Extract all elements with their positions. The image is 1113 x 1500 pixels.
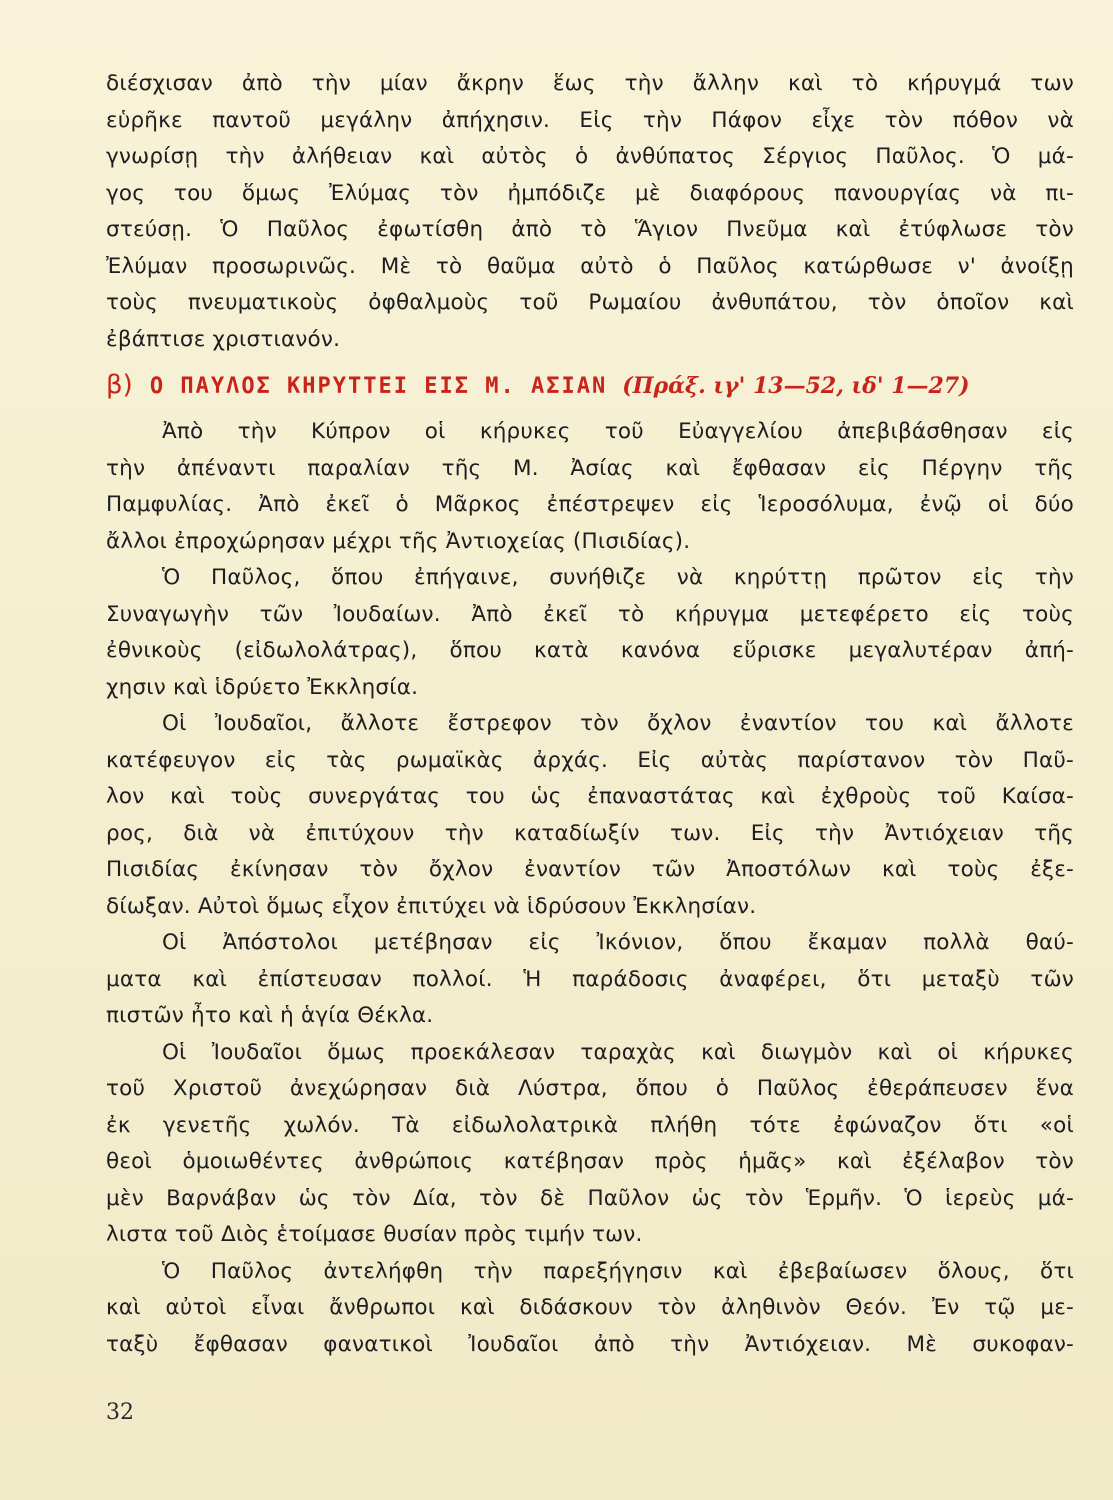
paragraph	[106, 560, 1074, 706]
text-line: ταξὺ ἔφθασαν φανατικοὶ Ἰουδαῖοι ἀπὸ τὴν Ἀντιόχειαν. Μὲ συκοφαν-	[106, 1331, 1074, 1357]
section-title	[106, 362, 1074, 408]
text-line: εὑρῆκε παντοῦ μεγάλην ἀπήχησιν. Εἰς τὴν Πάφον εἶχε τὸν πόθον νὰ	[106, 107, 1074, 133]
text-line: ἐθνικοὺς (εἰδωλολάτρας), ὅπου κατὰ κανόνα εὕρισκε μεγαλυτέραν ἀπή-	[106, 638, 1074, 663]
text-line: πιστῶν ἦτο καὶ ἡ ἁγία Θέκλα.	[106, 1003, 434, 1028]
text-line: θεοὶ ὁμοιωθέντες ἀνθρώποις κατέβησαν πρὸς ἡμᾶς» καὶ ἐξέλαβον τὸν	[106, 1149, 1074, 1174]
text-line: Οἱ Ἰουδαῖοι ὅμως προεκάλεσαν ταραχὰς καὶ διωγμὸν καὶ οἱ κήρυκες	[162, 1039, 1074, 1065]
text-line: Οἱ Ἰουδαῖοι, ἄλλοτε ἔστρεφον τὸν ὄχλον ἐναντίον του καὶ ἄλλοτε	[162, 711, 1074, 736]
text-line: κατέφευγον εἰς τὰς ρωμαϊκὰς ἀρχάς. Εἰς αὐτὰς παρίστανον τὸν Παῦ-	[106, 747, 1074, 773]
text-line: μὲν Βαρνάβαν ὡς τὸν Δία, τὸν δὲ Παῦλον ὡς τὸν Ἑρμῆν. Ὁ ἱερεὺς μά-	[106, 1185, 1074, 1211]
paragraph	[106, 1254, 1074, 1364]
text-line: τοῦ Χριστοῦ ἀνεχώρησαν διὰ Λύστρα, ὅπου ὁ Παῦλος ἐθεράπευσεν ἕνα	[106, 1076, 1074, 1101]
text-line: χησιν καὶ ἱδρύετο Ἐκκλησία.	[106, 674, 419, 700]
section-heading: Ο ΠΑΥΛΟΣ ΚΗΡΥΤΤΕΙ ΕΙΣ Μ. ΑΣΙΑΝ	[149, 374, 608, 399]
page-number: 32	[106, 1400, 134, 1425]
text-line: καὶ αὐτοὶ εἶναι ἄνθρωποι καὶ διδάσκουν τὸν ἀληθινὸν Θεόν. Ἐν τῷ με-	[106, 1295, 1074, 1320]
paragraph	[106, 706, 1074, 925]
text-line: Ὁ Παῦλος, ὅπου ἐπήγαινε, συνήθιζε νὰ κηρύττῃ πρῶτον εἰς τὴν	[162, 565, 1074, 590]
text-line: λιστα τοῦ Διὸς ἑτοίμασε θυσίαν πρὸς τιμήν των.	[106, 1222, 643, 1247]
text-line: δίωξαν. Αὐτοὶ ὅμως εἶχον ἐπιτύχει νὰ ἱδρύσουν Ἐκκλησίαν.	[106, 893, 757, 919]
text-line: Πισιδίας ἐκίνησαν τὸν ὄχλον ἐναντίον τῶν Ἀποστόλων καὶ τοὺς ἐξε-	[106, 857, 1074, 882]
text-line: ματα καὶ ἐπίστευσαν πολλοί. Ἡ παράδοσις ἀναφέρει, ὅτι μεταξὺ τῶν	[106, 966, 1074, 992]
text-line: γος του ὅμως Ἐλύμας τὸν ἠμπόδιζε μὲ διαφόρους πανουργίας νὰ πι-	[106, 180, 1074, 206]
text-line: Ἀπὸ τὴν Κύπρον οἱ κήρυκες τοῦ Εὐαγγελίου ἀπεβιβάσθησαν εἰς	[162, 419, 1074, 444]
page-text	[106, 66, 1074, 1363]
paragraph	[106, 1035, 1074, 1254]
text-line: ἐκ γενετῆς χωλόν. Τὰ εἰδωλολατρικὰ πλήθη τότε ἐφώναζον ὅτι «οἱ	[106, 1112, 1074, 1138]
text-line: τοὺς πνευματικοὺς ὀφθαλμοὺς τοῦ Ρωμαίου ἀνθυπάτου, τὸν ὁποῖον καὶ	[106, 290, 1074, 315]
text-line: ἐβάπτισε χριστιανόν.	[106, 326, 341, 352]
text-line: στεύσῃ. Ὁ Παῦλος ἐφωτίσθη ἀπὸ τὸ Ἅγιον Πνεῦμα καὶ ἐτύφλωσε τὸν	[106, 217, 1074, 242]
text-line: Ὁ Παῦλος ἀντελήφθη τὴν παρεξήγησιν καὶ ἐβεβαίωσεν ὅλους, ὅτι	[162, 1258, 1074, 1284]
text-line: Συναγωγὴν τῶν Ἰουδαίων. Ἀπὸ ἐκεῖ τὸ κήρυγμα μετεφέρετο εἰς τοὺς	[106, 601, 1074, 627]
section-letter: β)	[106, 370, 133, 400]
text-line: ἄλλοι ἐπροχώρησαν μέχρι τῆς Ἀντιοχείας (Πισιδίας).	[106, 528, 691, 554]
paragraph	[106, 925, 1074, 1035]
text-line: λον καὶ τοὺς συνεργάτας του ὡς ἐπαναστάτας καὶ ἐχθροὺς τοῦ Καίσα-	[106, 784, 1074, 809]
text-line: Οἱ Ἀπόστολοι μετέβησαν εἰς Ἰκόνιον, ὅπου ἔκαμαν πολλὰ θαύ-	[162, 930, 1074, 955]
intro-paragraph	[106, 66, 1074, 358]
text-line: Ἐλύμαν προσωρινῶς. Μὲ τὸ θαῦμα αὐτὸ ὁ Παῦλος κατώρθωσε ν' ἀνοίξῃ	[106, 253, 1074, 279]
text-line: τὴν ἀπέναντι παραλίαν τῆς Μ. Ἀσίας καὶ ἔφθασαν εἰς Πέργην τῆς	[106, 455, 1074, 481]
text-line: Παμφυλίας. Ἀπὸ ἐκεῖ ὁ Μᾶρκος ἐπέστρεψεν εἰς Ἱεροσόλυμα, ἐνῷ οἱ δύο	[106, 492, 1074, 517]
text-line: γνωρίσῃ τὴν ἀλήθειαν καὶ αὐτὸς ὁ ἀνθύπατος Σέργιος Παῦλος. Ὁ μά-	[106, 144, 1074, 169]
section-reference: (Πράξ. ιγ' 13—52, ιδ' 1—27)	[622, 373, 970, 399]
text-line: διέσχισαν ἀπὸ τὴν μίαν ἄκρην ἕως τὴν ἄλλην καὶ τὸ κήρυγμά των	[106, 71, 1074, 96]
text-line: ρος, διὰ νὰ ἐπιτύχουν τὴν καταδίωξίν των. Εἰς τὴν Ἀντιόχειαν τῆς	[106, 820, 1074, 846]
paragraph	[106, 414, 1074, 560]
